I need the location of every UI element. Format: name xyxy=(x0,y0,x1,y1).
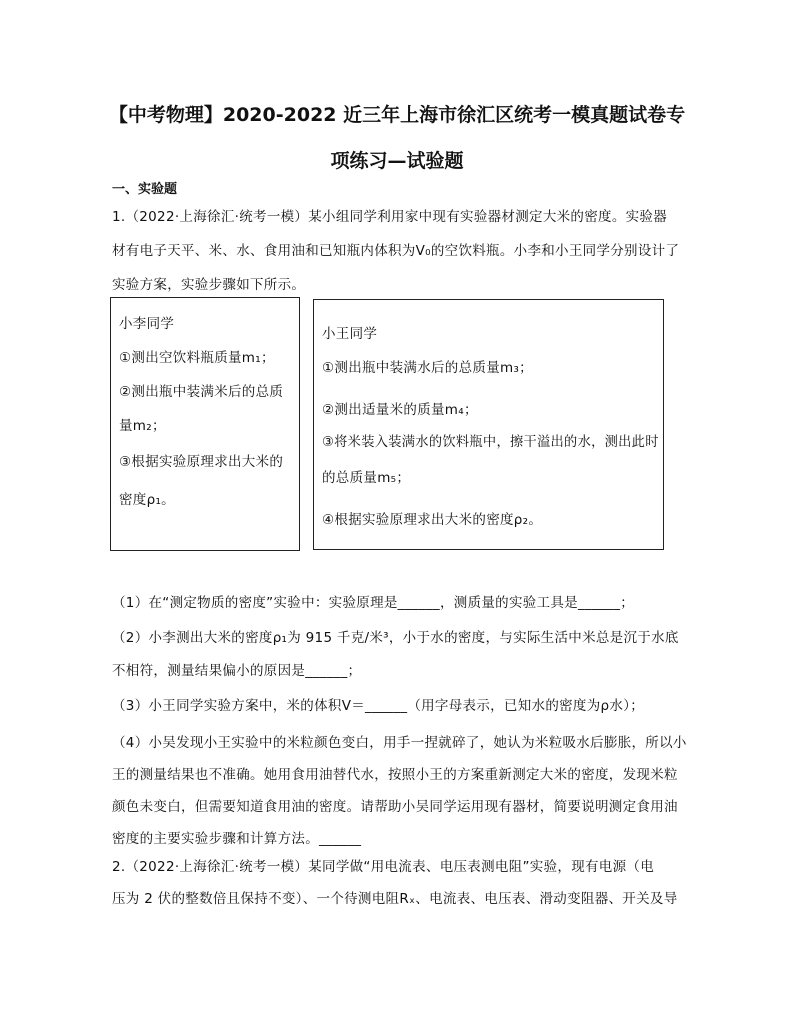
q1-sub-4: （4）小吴发现小王实验中的米粒颜色变白，用手一捏就碎了，她认为米粒吸水后膨胀，所以小 xyxy=(112,735,687,751)
q1-line-2: 材有电子天平、米、水、食用油和已知瓶内体积为V₀的空饮料瓶。小李和小王同学分别设计了 xyxy=(112,243,680,259)
q1-sub-3: （3）小王同学实验方案中，米的体积V＝______（用字母表示，已知水的密度为ρ水）； xyxy=(112,698,645,714)
box-xiaoli xyxy=(110,297,300,551)
box-xiaoli-step-2b: 量m₂； xyxy=(119,418,166,434)
q1-line-1: 1.（2022·上海徐汇·统考一模）某小组同学利用家中现有实验器材测定大米的密度。实验器 xyxy=(112,209,668,225)
box-xiaowang-step-2: ②测出适量米的质量m₄； xyxy=(322,402,478,418)
box-xiaowang-step-4: ④根据实验原理求出大米的密度ρ₂。 xyxy=(322,512,543,528)
q1-sub-4c: 颜色未变白，但需要知道食用油的密度。请帮助小吴同学运用现有器材，简要说明测定食用油 xyxy=(112,799,678,815)
box-xiaowang-step-3b: 的总质量m₅； xyxy=(322,470,411,486)
box-xiaowang-step-1: ①测出瓶中装满水后的总质量m₃； xyxy=(322,360,533,376)
page-title-line1: 【中考物理】2020-2022 近三年上海市徐汇区统考一模真题试卷专 xyxy=(108,104,686,126)
page-title-line2: 项练习—试验题 xyxy=(330,150,464,172)
q1-sub-4d: 密度的主要实验步骤和计算方法。______ xyxy=(112,831,362,847)
q2-line-2: 压为 2 伏的整数倍且保持不变）、一个待测电阻Rₓ、电流表、电压表、滑动变阻器、开关及导 xyxy=(112,891,678,907)
q1-sub-2: （2）小李测出大米的密度ρ₁为 915 千克/米³，小于水的密度，与实际生活中米总是沉于水底 xyxy=(112,630,679,646)
q1-sub-4b: 王的测量结果也不准确。她用食用油替代水，按照小王的方案重新测定大米的密度，发现米粒 xyxy=(112,767,678,783)
box-xiaoli-step-3b: 密度ρ₁。 xyxy=(119,492,175,508)
box-xiaoli-step-2: ②测出瓶中装满米后的总质 xyxy=(119,384,284,400)
box-xiaowang-step-3: ③将米装入装满水的饮料瓶中，擦干溢出的水，测出此时 xyxy=(322,434,659,450)
box-xiaoli-step-1: ①测出空饮料瓶质量m₁； xyxy=(119,350,275,366)
q2-line-1: 2.（2022·上海徐汇·统考一模）某同学做“用电流表、电压表测电阻”实验，现有电源（电 xyxy=(112,859,655,875)
box-xiaoli-step-3: ③根据实验原理求出大米的 xyxy=(119,454,284,470)
q1-sub-1: （1）在“测定物质的密度”实验中：实验原理是______，测质量的实验工具是______； xyxy=(112,595,635,611)
section-heading: 一、实验题 xyxy=(112,182,178,197)
box-xiaowang xyxy=(313,299,664,550)
q1-line-3: 实验方案，实验步骤如下所示。 xyxy=(112,277,306,293)
q1-sub-2b: 不相符，测量结果偏小的原因是______； xyxy=(112,663,362,679)
box-xiaoli-title: 小李同学 xyxy=(119,316,175,332)
box-xiaowang-title: 小王同学 xyxy=(322,326,378,342)
